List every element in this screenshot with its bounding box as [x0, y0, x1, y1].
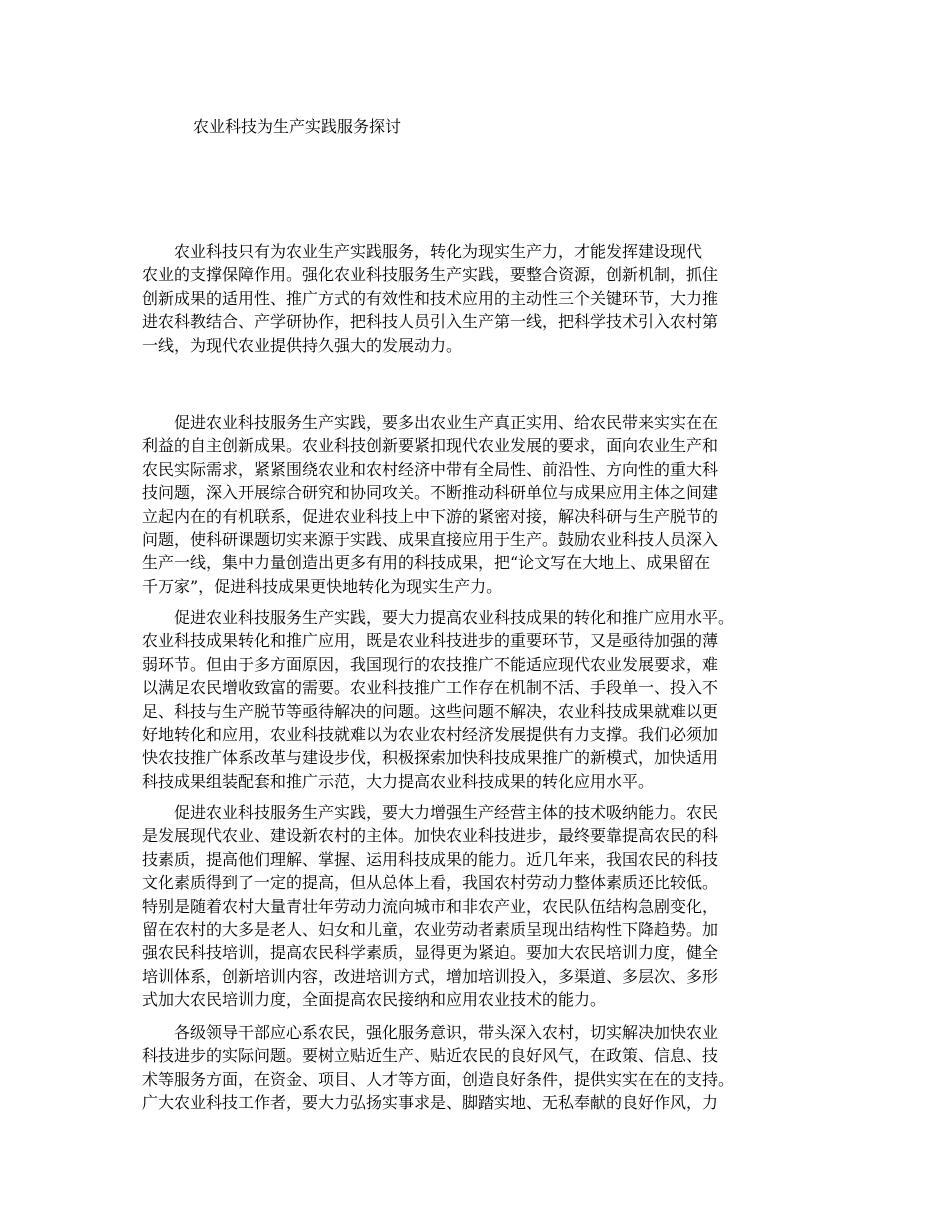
paragraph-line: 生产一线，集中力量创造出更多有用的科技成果，把“论文写在大地上、成果留在	[142, 553, 711, 573]
paragraph-line: 是发展现代农业、建设新农村的主体。加快农业科技进步，最终要靠提高农民的科	[142, 826, 719, 846]
paragraph-line: 农业科技成果转化和推广应用，既是农业科技进步的重要环节，又是亟待加强的薄	[142, 631, 719, 651]
paragraph-line: 以满足农民增收致富的需要。农业科技推广工作存在机制不活、手段单一、投入不	[142, 678, 719, 698]
paragraph-line: 促进农业科技服务生产实践，要大力增强生产经营主体的技术吸纳能力。农民	[142, 803, 719, 822]
paragraph-line: 式加大农民培训力度，全面提高农民接纳和应用农业技术的能力。	[142, 990, 607, 1010]
paragraph-line: 促进农业科技服务生产实践，要多出农业生产真正实用、给农民带来实实在在	[142, 413, 719, 432]
paragraph-line: 科技成果组装配套和推广示范，大力提高农业科技成果的转化应用水平。	[142, 771, 655, 791]
paragraph-line: 快农技推广体系改革与建设步伐，积极探索加快科技成果推广的新模式，加快适用	[142, 748, 719, 768]
paragraph-line: 足、科技与生产脱节等亟待解决的问题。这些问题不解决，农业科技成果就难以更	[142, 701, 719, 721]
document-title: 农业科技为生产实践服务探讨	[193, 117, 402, 136]
paragraph-line: 立起内在的有机联系，促进农业科技上中下游的紧密对接，解决科研与生产脱节的	[142, 506, 719, 526]
paragraph-line: 促进农业科技服务生产实践，要大力提高农业科技成果的转化和推广应用水平。	[142, 608, 735, 627]
paragraph-4	[142, 801, 822, 1012]
paragraph-line: 强农民科技培训，提高农民科学素质，显得更为紧迫。要加大农民培训力度，健全	[142, 943, 719, 963]
paragraph-line: 广大农业科技工作者，要大力弘扬实事求是、脚踏实地、无私奉献的良好作风，力	[142, 1093, 719, 1113]
paragraph-line: 千万家”，促进科技成果更快地转化为现实生产力。	[142, 576, 503, 596]
paragraph-line: 培训体系，创新培训内容，改进培训方式，增加培训投入，多渠道、多层次、多形	[142, 966, 719, 986]
paragraph-line: 创新成果的适用性、推广方式的有效性和技术应用的主动性三个关键环节，大力推	[142, 288, 719, 308]
paragraph-line: 技问题，深入开展综合研究和协同攻关。不断推动科研单位与成果应用主体之间建	[142, 483, 719, 503]
paragraph-line: 农民实际需求，紧紧围绕农业和农村经济中带有全局性、前沿性、方向性的重大科	[142, 459, 719, 479]
paragraph-line: 农业的支撑保障作用。强化农业科技服务生产实践，要整合资源，创新机制，抓住	[142, 265, 719, 285]
paragraph-line: 各级领导干部应心系农民，强化服务意识，带头深入农村，切实解决加快农业	[142, 1023, 719, 1042]
paragraph-line: 技素质，提高他们理解、掌握、运用科技成果的能力。近几年来，我国农民的科技	[142, 849, 719, 869]
paragraph-line: 术等服务方面，在资金、项目、人才等方面，创造良好条件，提供实实在在的支持。	[142, 1069, 735, 1089]
paragraph-line: 好地转化和应用，农业科技就难以为农业农村经济发展提供有力支撑。我们必须加	[142, 725, 719, 745]
paragraph-2	[142, 411, 822, 598]
paragraph-line: 留在农村的大多是老人、妇女和儿童，农业劳动者素质呈现出结构性下降趋势。加	[142, 920, 719, 940]
paragraph-5	[142, 1021, 822, 1115]
paragraph-1	[142, 240, 822, 357]
paragraph-line: 问题，使科研课题切实来源于实践、成果直接应用于生产。鼓励农业科技人员深入	[142, 530, 719, 550]
paragraph-line: 进农科教结合、产学研协作，把科技人员引入生产第一线，把科学技术引入农村第	[142, 312, 719, 332]
paragraph-line: 特别是随着农村大量青壮年劳动力流向城市和非农产业，农民队伍结构急剧变化，	[142, 896, 719, 916]
paragraph-line: 弱环节。但由于多方面原因，我国现行的农技推广不能适应现代农业发展要求，难	[142, 654, 719, 674]
paragraph-line: 文化素质得到了一定的提高，但从总体上看，我国农村劳动力整体素质还比较低。	[142, 873, 719, 893]
paragraph-line: 科技进步的实际问题。要树立贴近生产、贴近农民的良好风气，在政策、信息、技	[142, 1046, 719, 1066]
paragraph-line: 农业科技只有为农业生产实践服务，转化为现实生产力，才能发挥建设现代	[142, 242, 703, 261]
paragraph-line: 一线，为现代农业提供持久强大的发展动力。	[142, 335, 463, 355]
paragraph-line: 利益的自主创新成果。农业科技创新要紧扣现代农业发展的要求，面向农业生产和	[142, 436, 719, 456]
paragraph-3	[142, 606, 822, 793]
